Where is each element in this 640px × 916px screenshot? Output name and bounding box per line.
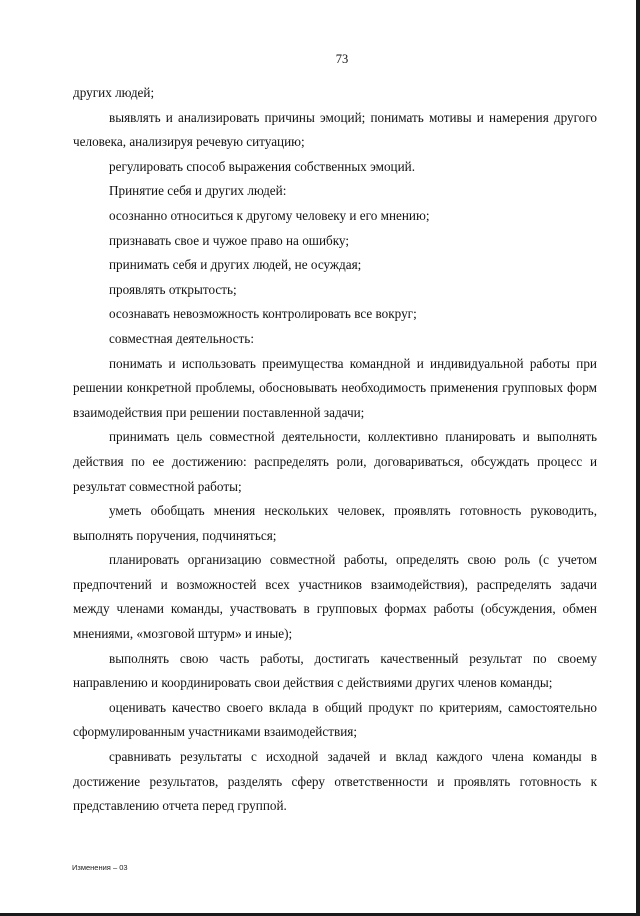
page-number: 73: [335, 52, 349, 66]
paragraph: сравнивать результаты с исходной задачей и вклад каждого члена команды в достижение результатов, разделять сферу ответственности и проявлять готовность к представлению отчета перед группой.: [73, 749, 597, 814]
paragraph: регулировать способ выражения собственных эмоций.: [109, 158, 416, 174]
paragraph: выполнять свою часть работы, достигать качественный результат по своему направлению и координировать свои действия с действиями других членов команды;: [73, 650, 597, 691]
revision-footer: Изменения – 03: [72, 863, 128, 872]
paragraph: других людей;: [73, 85, 155, 100]
paragraph: совместная деятельность:: [109, 330, 254, 346]
body-text: [73, 81, 597, 819]
paragraph: выявлять и анализировать причины эмоций; понимать мотивы и намерения другого человека, анализируя речевую ситуацию;: [73, 109, 597, 150]
paragraph: понимать и использовать преимущества командной и индивидуальной работы при решении конкретной проблемы, обосновывать необходимость применения групповых форм взаимодействия при решении поставленной задачи;: [73, 355, 597, 420]
paragraph: осознавать невозможность контролировать все вокруг;: [109, 306, 417, 322]
paragraph: осознанно относиться к другому человеку и его мнению;: [109, 207, 430, 223]
paragraph: признавать свое и чужое право на ошибку;: [109, 232, 350, 248]
paragraph: принимать цель совместной деятельности, коллективно планировать и выполнять действия по ее достижению: распределять роли, договариваться, обсуждать процесс и результат совместной работы;: [73, 429, 597, 494]
paragraph: Принятие себя и других людей:: [109, 183, 287, 199]
paragraph: планировать организацию совместной работы, определять свою роль (с учетом предпочтений и возможностей всех участников взаимодействия), распределять задачи между членами команды, участвовать в групповых формах работы (обсуждения, обмен мнениями, «мозговой штурм» и иные);: [73, 552, 597, 642]
paragraph: проявлять открытость;: [109, 281, 237, 297]
paragraph: оценивать качество своего вклада в общий продукт по критериям, самостоятельно сформулированным участниками взаимодействия;: [73, 699, 597, 740]
paragraph: принимать себя и других людей, не осуждая;: [109, 257, 362, 273]
paragraph: уметь обобщать мнения нескольких человек, проявлять готовность руководить, выполнять поручения, подчиняться;: [73, 503, 597, 543]
